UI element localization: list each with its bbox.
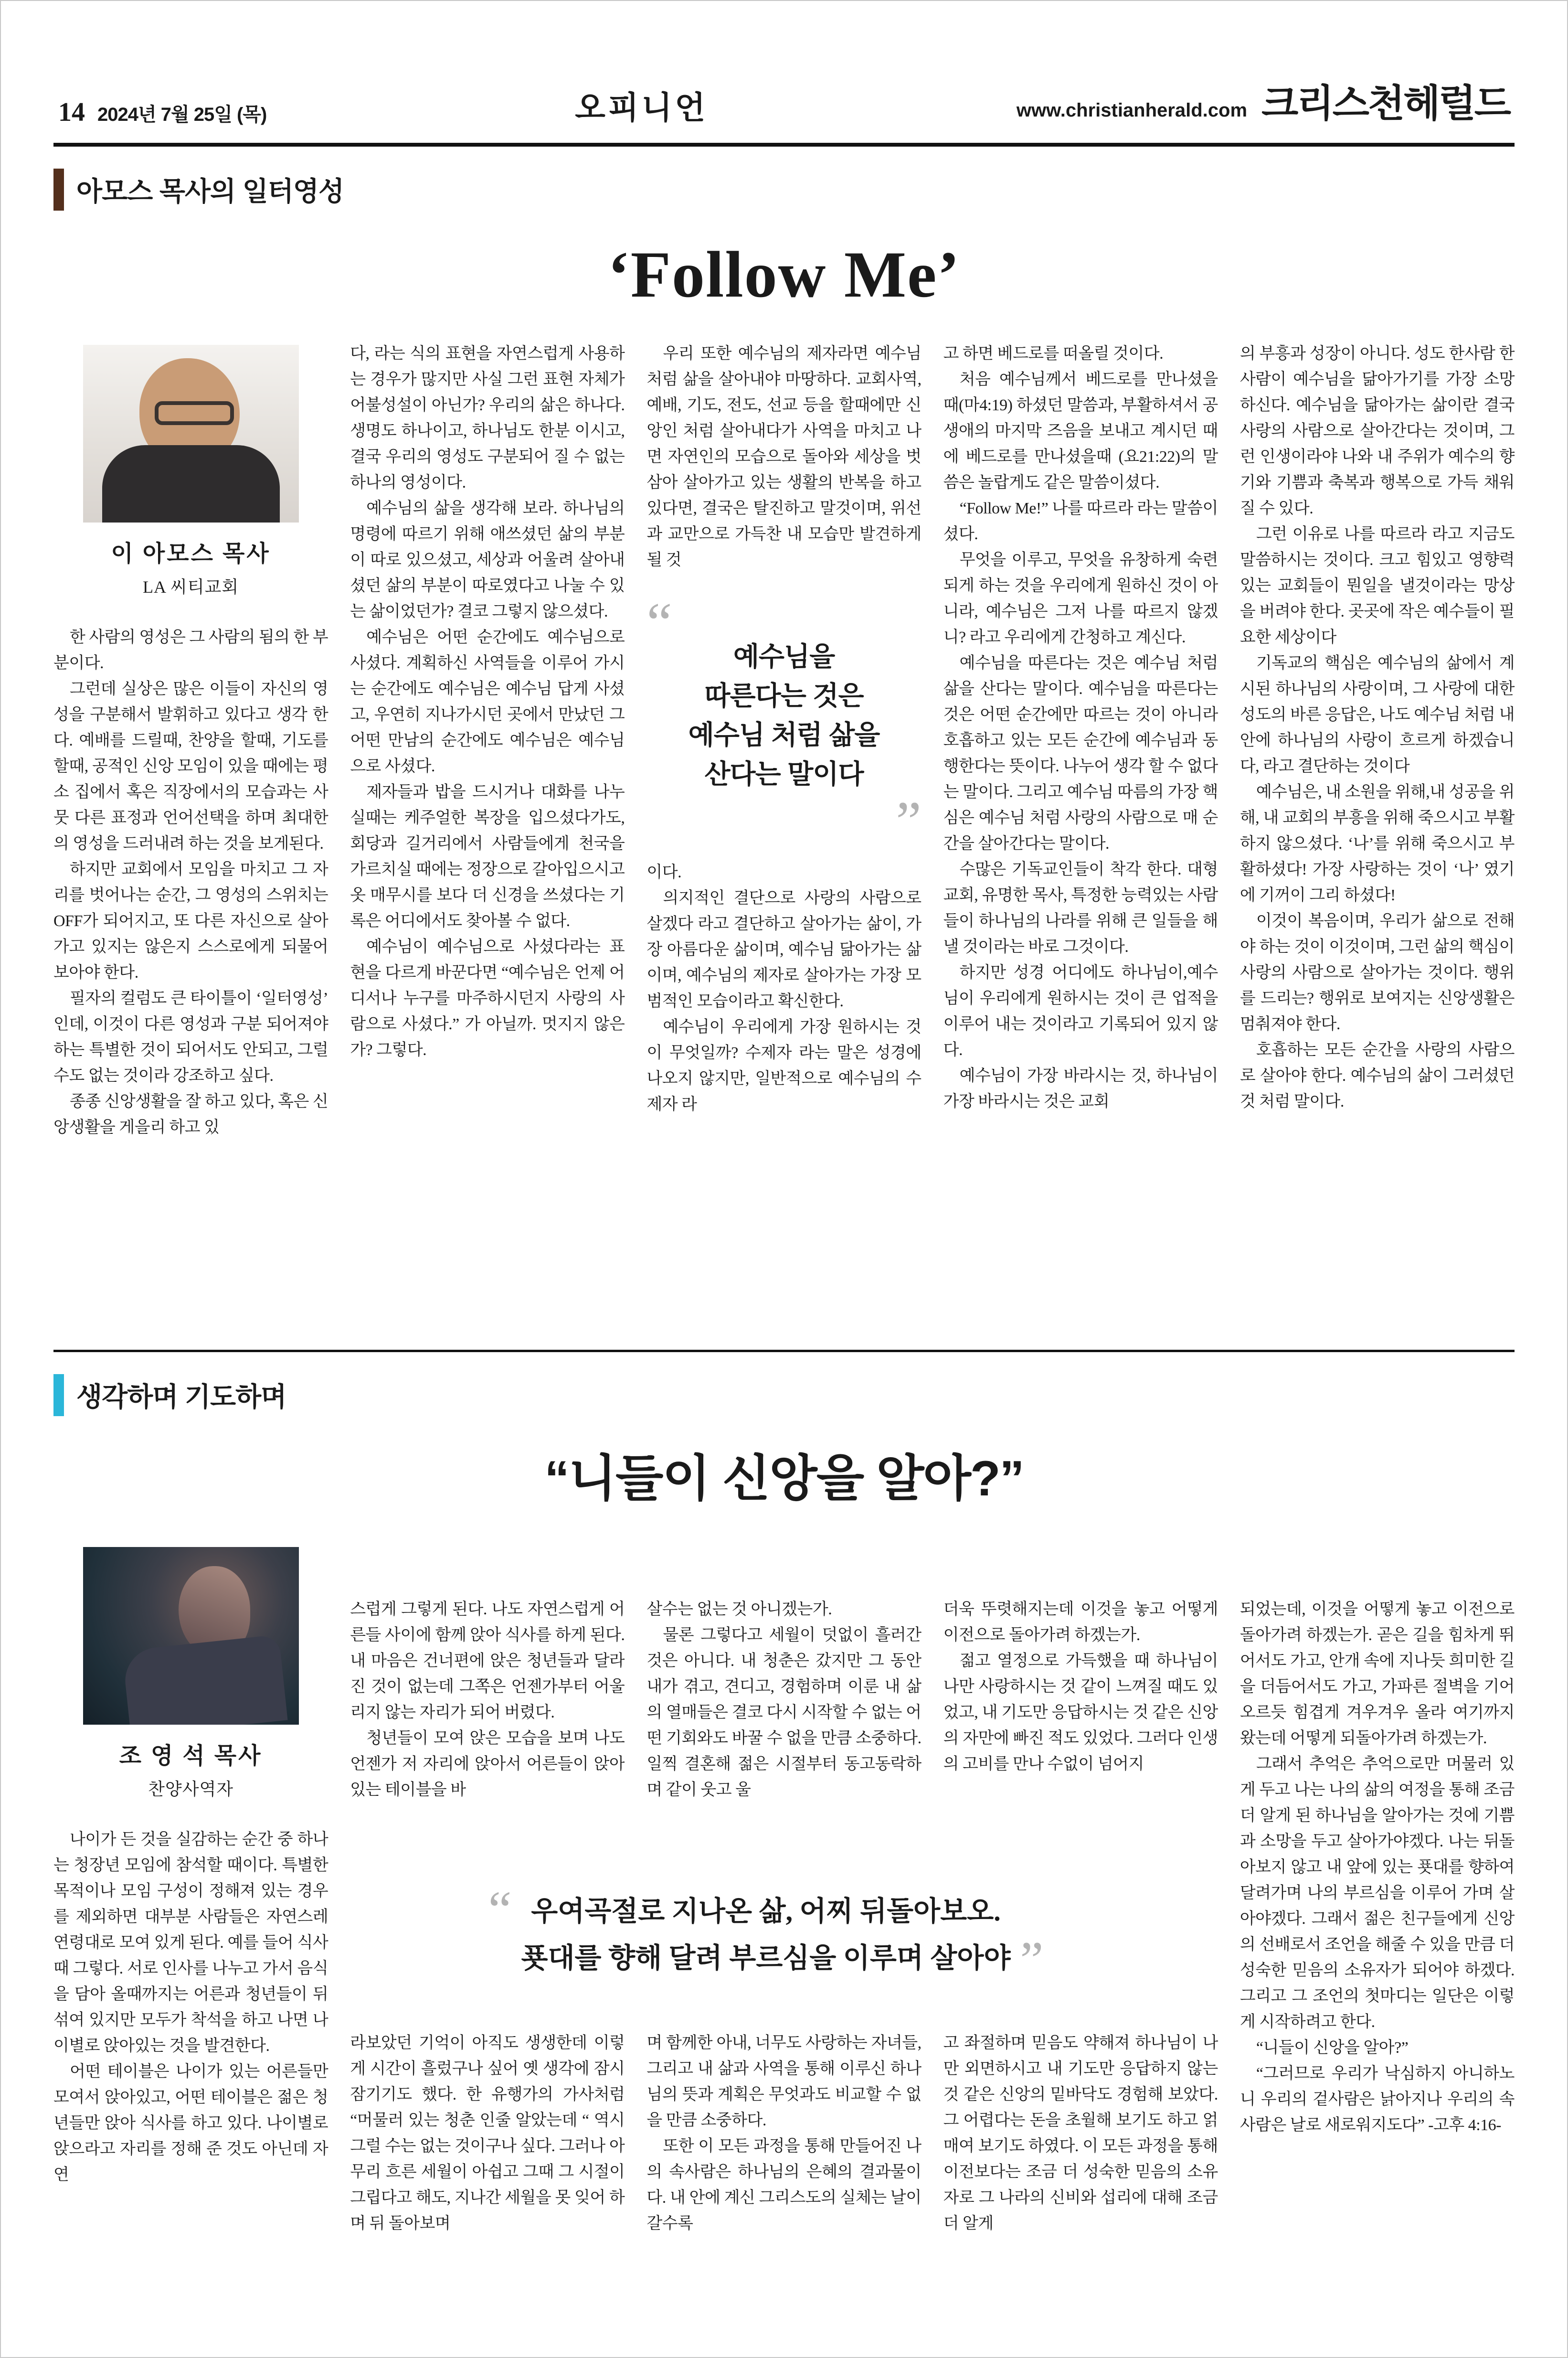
photo-shirt-shape <box>102 445 280 523</box>
body-paragraph: 이다. <box>646 864 682 881</box>
body-paragraph: 무엇을 이루고, 무엇을 유창하게 숙련되게 하는 것을 우리에게 원하신 것이 아니라, 예수님은 그저 나를 따르지 않겠니? 라고 우리에게 간청하고 계신다. <box>943 551 1218 646</box>
body-paragraph: 하지만 교회에서 모임을 마치고 그 자리를 벗어나는 순간, 그 영성의 스위치는 OFF가 되어지고, 또 다른 자신으로 살아가고 있지는 않은지 스스로에게 되물어 보아야 한다. <box>53 861 328 982</box>
body-paragraph: 예수님의 삶을 생각해 보라. 하나님의 명령에 따르기 위해 애쓰셨던 삶의 부분이 따로 있으셨고, 세상과 어울려 살아내셨던 삶의 부분이 따로였다고 나눌 수 있는 삶이었던가? 결코 그렇지 않으셨다. <box>350 500 625 620</box>
article1-col2 <box>350 341 625 1325</box>
body-paragraph: 호흡하는 모든 순간을 사랑의 사람으로 살아야 한다. 예수님의 삶이 그러셨던 것 처럼 말이다. <box>1240 1041 1515 1110</box>
close-quote-icon: ” <box>1020 1931 1044 1989</box>
article2-col1-text <box>53 1827 328 2188</box>
article2-col5 <box>1240 1543 1515 2358</box>
open-quote-icon: “ <box>488 1880 512 1939</box>
article1-col3-text-before <box>646 341 921 573</box>
body-paragraph: 기독교의 핵심은 예수님의 삶에서 계시된 하나님의 사랑이며, 그 사랑에 대한 성도의 바른 응답은, 나도 예수님 처럼 내 안에 하나님의 사랑이 흐르게 하겠습니다, 라고 결단하는 것이다 <box>1240 654 1515 775</box>
article2-author <box>53 1547 328 1800</box>
photo-glasses-shape <box>155 401 234 425</box>
masthead-logo: 크리스천헤럴드 <box>1261 82 1510 125</box>
body-paragraph: 젊고 열정으로 가득했을 때 하나님이 나만 사랑하시는 것 같이 느껴질 때도 있었고, 내 기도만 응답하시는 것 같은 신앙의 자만에 빠진 적도 있었다. 그러다 인생의 고비를 만나 수없이 넘어지 <box>943 1652 1218 1773</box>
body-paragraph: 라보았던 기억이 아직도 생생한데 이렇게 시간이 흘렀구나 싶어 옛 생각에 잠시 잠기기도 했다. 한 유행가의 가사처럼 “머물러 있는 청춘 인줄 알았는데 “ 역시 그럴 수는 없는 것이구나 싶다. 그러나 아무리 흐른 세월이 아쉽고 그때 그 시절이 그립다고 해도, 지나간 세월을 못 잊어 하며 뒤 돌아보며 <box>350 2034 625 2232</box>
body-paragraph: “그러므로 우리가 낙심하지 아니하노니 우리의 겉사람은 낡아지나 우리의 속사람은 날로 새로워지도다” -고후 4:16- <box>1240 2065 1515 2134</box>
article1-author-affiliation: LA 씨티교회 <box>143 577 239 597</box>
body-paragraph: 필자의 컬럼도 큰 타이틀이 ‘일터영성’ 인데, 이것이 다른 영성과 구분 되어져야 하는 특별한 것이 되어서도 안되고, 그럴수도 없는 것이라 강조하고 싶다. <box>53 990 328 1085</box>
article-divider-rule <box>53 1350 1515 1352</box>
article2-section-label-text: 생각하며 기도하며 <box>76 1382 286 1412</box>
article1-title: ‘Follow Me’ <box>607 238 961 311</box>
section-bar-brown <box>53 169 64 211</box>
body-paragraph: 청년들이 모여 앉은 모습을 보며 나도 언젠가 저 자리에 앉아서 어른들이 앉아 있는 테이블을 바 <box>350 1729 625 1799</box>
article2-col5-text <box>1240 1597 1515 2138</box>
pull-quote-line: 예수님 처럼 삶을 <box>688 720 880 750</box>
body-paragraph: 의지적인 결단으로 사랑의 사람으로 살겠다 라고 결단하고 살아가는 삶이, 가장 아름다운 삶이며, 예수님 닮아가는 삶이며, 예수님의 제자로 살아가는 가장 모범적인 모습이라고 확신한다. <box>646 889 922 1010</box>
article1-author <box>53 345 328 598</box>
body-paragraph: 제자들과 밥을 드시거나 대화를 나누실때는 케주얼한 복장을 입으셨다가도, 회당과 길거리에서 사람들에게 천국을 가르치실 때에는 정장으로 갈아입으시고 옷 매무시를 보다 더 신경을 쓰셨다는 기록은 어디에서도 찾아볼 수 없다. <box>350 783 625 930</box>
body-paragraph: 고 좌절하며 믿음도 약해져 하나님이 나만 외면하시고 내 기도만 응답하지 않는 것 같은 신앙의 밑바닥도 경험해 보았다. 그 어렵다는 돈을 초월해 보기도 하고 얽매여 보기도 하였다. 이 모든 과정을 통해 이전보다는 조금 더 성숙한 믿음의 소유자로 그 나라의 신비와 섭리에 대해 조금 더 알게 <box>943 2034 1218 2232</box>
article2-pull-quote <box>343 1849 1189 2021</box>
body-paragraph: “Follow Me!” 나를 따르라 라는 말씀이셨다. <box>943 500 1218 543</box>
body-paragraph: 고 하면 베드로를 떠올릴 것이다. <box>943 345 1164 363</box>
section-bar-cyan <box>53 1374 64 1416</box>
article1-col5-text <box>1240 341 1515 1115</box>
article1-section-label-text: 아모스 목사의 일터영성 <box>76 176 344 206</box>
body-paragraph: 어떤 테이블은 나이가 있는 어른들만 모여서 앉아있고, 어떤 테이블은 젊은 청년들만 앉아 식사를 하고 있다. 나이별로 앉으라고 자리를 정해 준 것도 아닌데 자연 <box>53 2063 328 2184</box>
body-paragraph: 살수는 없는 것 아니겠는가. <box>646 1600 832 1618</box>
article1-pull-quote <box>646 591 922 853</box>
header-right <box>1017 73 1510 128</box>
body-paragraph: 예수님은, 내 소원을 위해,내 성공을 위해, 내 교회의 부흥을 위해 죽으시고 부활하지 않으셨다. ‘나’를 위해 죽으시고 부활하셨다! 가장 사랑하는 것이 ‘나’ 였기에 기꺼이 그리 하셨다! <box>1240 783 1515 904</box>
body-paragraph: 그런데 실상은 많은 이들이 자신의 영성을 구분해서 발휘하고 있다고 생각 한다. 예배를 드릴때, 찬양을 할때, 기도를 할때, 공적인 신앙 모임이 있을 때에는 평소 집에서 혹은 직장에서의 모습과는 사뭇 다른 표정과 언어선택을 하며 최대한의 영성을 드러내려 하는 것을 보게된다. <box>53 680 328 853</box>
body-paragraph: 처음 예수님께서 베드로를 만나셨을때(마4:19) 하셨던 말씀과, 부활하셔서 공생애의 마지막 즈음을 보내고 계시던 때에 베드로를 만나셨을때 (요21:22)의 말씀은 놀랍게도 같은 말씀이셨다. <box>943 371 1218 491</box>
article2-col4-top <box>943 1597 1218 1835</box>
article2-col2-top <box>350 1597 625 1835</box>
article2-title: “니들이 신앙을 알아?” <box>544 1451 1024 1506</box>
body-paragraph: 스럽게 그렇게 된다. 나도 자연스럽게 어른들 사이에 함께 앉아 식사를 하게 된다. 내 마음은 건너편에 앉은 청년들과 달라진 것이 없는데 그쪽은 언젠가부터 어울리지 않는 자리가 되어 버렸다. <box>350 1600 625 1721</box>
article1-col2-text <box>350 341 625 1063</box>
article1-col4-text <box>943 341 1218 1115</box>
pull-quote-line: 따른다는 것은 <box>704 681 864 711</box>
section-title: 오피니언 <box>575 90 709 125</box>
article2-author-affiliation: 찬양사역자 <box>148 1780 234 1799</box>
body-paragraph: 그런 이유로 나를 따르라 라고 지금도 말씀하시는 것이다. 크고 힘있고 영향력 있는 교회들이 뭔일을 낼것이라는 망상을 버려야 한다. 곳곳에 작은 예수들이 필요한 세상이다 <box>1240 525 1515 646</box>
spacer <box>53 1800 328 1827</box>
body-paragraph: 물론 그렇다고 세월이 덧없이 흘러간 것은 아니다. 내 청춘은 갔지만 그 동안 내가 겪고, 견디고, 경험하며 이룬 내 삶의 열매들은 결코 다시 시작할 수 없는 어떤 기회와도 바꿀 수 없을 만큼 소중하다. 일찍 결혼해 젊은 시절부터 동고동락하며 같이 웃고 울 <box>646 1626 922 1799</box>
page-number: 14 <box>58 97 85 127</box>
article2-columns <box>53 1543 1515 2358</box>
article2-col1 <box>53 1543 328 2358</box>
body-paragraph: 나이가 든 것을 실감하는 순간 중 하나는 청장년 모임에 참석할 때이다. 특별한 목적이나 모임 구성이 정해져 있는 경우를 제외하면 대부분 사람들은 자연스레 연령대로 모여 있게 된다. 예를 들어 식사 때 그렇다. 서로 인사를 나누고 가서 음식을 담아 올때까지는 어른과 청년들이 뒤섞여 있지만 모두가 착석을 하고 나면 나이별로 앉아있는 것을 발견한다. <box>53 1831 328 2055</box>
pull-quote-line: 산다는 말이다 <box>704 759 864 789</box>
article1-col3-text-after <box>646 860 921 1118</box>
article1-section-label <box>53 169 1515 211</box>
body-paragraph: 하지만 성경 어디에도 하나님이,예수님이 우리에게 원하시는 것이 큰 업적을 이루어 내는 것이라고 기록되어 있지 않다. <box>943 964 1218 1059</box>
body-paragraph: 다, 라는 식의 표현을 자연스럽게 사용하는 경우가 많지만 사실 그런 표현 자체가 어불성설이 아닌가? 우리의 삶은 하나다. 생명도 하나이고, 하나님도 한분 이시고, 결국 우리의 영성도 구분되어 질 수 없는 하나의 영성이다. <box>350 345 625 491</box>
website-url: www.christianherald.com <box>1016 100 1248 121</box>
article2-section-label <box>53 1374 1515 1416</box>
header-rule <box>53 143 1515 147</box>
body-paragraph: 이것이 복음이며, 우리가 삶으로 전해야 하는 것이 이것이며, 그런 삶의 핵심이 사랑의 사람으로 살아가는 것이다. 행위를 드리는? 행위로 보여지는 신앙생활은 멈춰져야 한다. <box>1240 912 1515 1033</box>
page-header <box>53 58 1515 140</box>
article2-col3-top <box>646 1597 921 1835</box>
article1-col3 <box>646 341 921 1325</box>
article2-author-photo <box>83 1547 299 1725</box>
body-paragraph: 한 사람의 영성은 그 사람의 됨의 한 부분이다. <box>53 629 328 672</box>
body-paragraph: 예수님이 우리에게 가장 원하시는 것이 무엇일까? 수제자 라는 말은 성경에 나오지 않지만, 일반적으로 예수님의 수제자 라 <box>646 1018 922 1113</box>
body-paragraph: 의 부흥과 성장이 아니다. 성도 한사람 한사람이 예수님을 닮아가기를 가장 소망하신다. 예수님을 닮아가는 삶이란 결국 사랑의 사람으로 살아간다는 것이며, 그런 인생이라야 나와 내 주위가 예수의 향기와 기쁨과 축복과 행복으로 가득 채워질 수 있다. <box>1240 345 1515 517</box>
article2-col4-bottom <box>943 2030 1218 2237</box>
close-quote-icon: ” <box>896 790 922 853</box>
article1-col5 <box>1240 341 1515 1325</box>
article2-col2-bottom <box>350 2030 625 2237</box>
body-paragraph: “니들이 신앙을 알아?” <box>1256 2039 1409 2057</box>
article1-col1 <box>53 341 328 1325</box>
body-paragraph: 종종 신앙생활을 잘 하고 있다, 혹은 신앙생활을 게을리 하고 있 <box>53 1093 328 1136</box>
body-paragraph: 예수님이 예수님으로 사셨다라는 표현을 다르게 바꾼다면 “예수님은 언제 어디서나 누구를 마주하시던지 사랑의 사람으로 사셨다.” 가 아닐까. 멋지지 않은가? 그렇다. <box>350 938 625 1059</box>
pull-quote-line: 우여곡절로 지나온 삶, 어찌 뒤돌아보오. <box>531 1896 1001 1927</box>
spacer <box>53 598 328 625</box>
article2-col3-bottom <box>646 2030 921 2237</box>
body-paragraph: 예수님이 가장 바라시는 것, 하나님이 가장 바라시는 것은 교회 <box>943 1067 1218 1110</box>
pull-quote-line: 예수님을 <box>733 641 835 672</box>
body-paragraph: 예수님을 따른다는 것은 예수님 처럼 삶을 산다는 말이다. 예수님을 따른다는 것은 어떤 순간에만 따르는 것이 아니라 호흡하고 있는 모든 순간에 예수님과 동행한다는 뜻이다. 나누어 생각 할 수 없다는 말이다. 그리고 예수님 따름의 가장 핵심은 예수님 처럼 사랑의 사람으로 매 순간을 살아간다는 말이다. <box>943 654 1218 853</box>
article1-col4 <box>943 341 1218 1325</box>
article1-author-photo <box>83 345 299 523</box>
body-paragraph: 예수님은 어떤 순간에도 예수님으로 사셨다. 계획하신 사역들을 이루어 가시는 순간에도 예수님은 예수님 답게 사셨고, 우연히 지나가시던 곳에서 만났던 그 어떤 만남의 순간에도 예수님은 예수님으로 사셨다. <box>350 629 625 775</box>
body-paragraph: 또한 이 모든 과정을 통해 만들어진 나의 속사람은 하나님의 은혜의 결과물이다. 내 안에 계신 그리스도의 실체는 날이 갈수록 <box>646 2137 922 2232</box>
body-paragraph: 며 함께한 아내, 너무도 사랑하는 자녀들, 그리고 내 삶과 사역을 통해 이루신 하나님의 뜻과 계획은 무엇과도 비교할 수 없을 만큼 소중하다. <box>646 2034 922 2129</box>
body-paragraph: 더욱 뚜렷해지는데 이것을 놓고 어떻게 이전으로 돌아가려 하겠는가. <box>943 1600 1218 1644</box>
body-paragraph: 그래서 추억은 추억으로만 머물러 있게 두고 나는 나의 삶의 여정을 통해 조금 더 알게 된 하나님을 알아가는 것에 기쁨과 소망을 두고 살아가야겠다. 나는 뒤돌아보지 않고 내 앞에 있는 푯대를 향하여 달려가며 나의 부르심을 이루어 가며 살아야겠다. 그래서 젊은 친구들에게 신앙의 선배로서 조언을 해줄 수 있을 만큼 더 성숙한 믿음의 소유자가 되어야 하겠다. 그리고 그 조언의 첫마디는 일단은 이렇게 시작하려고 한다. <box>1240 1755 1515 2031</box>
article1-author-name: 이 아모스 목사 <box>111 541 271 566</box>
photo-coat-shape <box>122 1634 287 1725</box>
page-date: 2024년 7월 25일 (목) <box>97 104 267 125</box>
body-paragraph: 우리 또한 예수님의 제자라면 예수님 처럼 삶을 살아내야 마땅하다. 교회사역, 예배, 기도, 전도, 선교 등을 할때에만 신앙인 처럼 살아내다가 사역을 마치고 나면 자연인의 모습으로 돌아와 세상을 벗삼아 살아가고 있는 생활의 반복을 하고 있다면, 결국은 탈진하고 말것이며, 위선과 교만으로 가득찬 내 모습만 발견하게 될 것 <box>646 345 922 569</box>
header-left <box>58 97 266 128</box>
pull-quote-line: 푯대를 향해 달려 부르심을 이루며 살아야 <box>521 1942 1011 1974</box>
body-paragraph: 수많은 기독교인들이 착각 한다. 대형교회, 유명한 목사, 특정한 능력있는 사람들이 하나님의 나라를 위해 큰 일들을 해 낼 것이라는 바로 그것이다. <box>943 861 1218 956</box>
open-quote-icon: “ <box>646 591 672 654</box>
body-paragraph: 되었는데, 이것을 어떻게 놓고 이전으로 돌아가려 하겠는가. 곧은 길을 힘차게 뛰어서도 가고, 안개 속에 지나듯 희미한 길을 더듬어서도 가고, 가파른 절벽을 기어오르듯 힘겹게 겨우겨우 올라 여기까지 왔는데 어떻게 되돌아가려 하겠는가. <box>1240 1600 1515 1747</box>
article1-col1-text <box>53 625 328 1141</box>
article1-columns <box>53 341 1515 1325</box>
article2-author-name: 조 영 석 목사 <box>119 1743 263 1769</box>
